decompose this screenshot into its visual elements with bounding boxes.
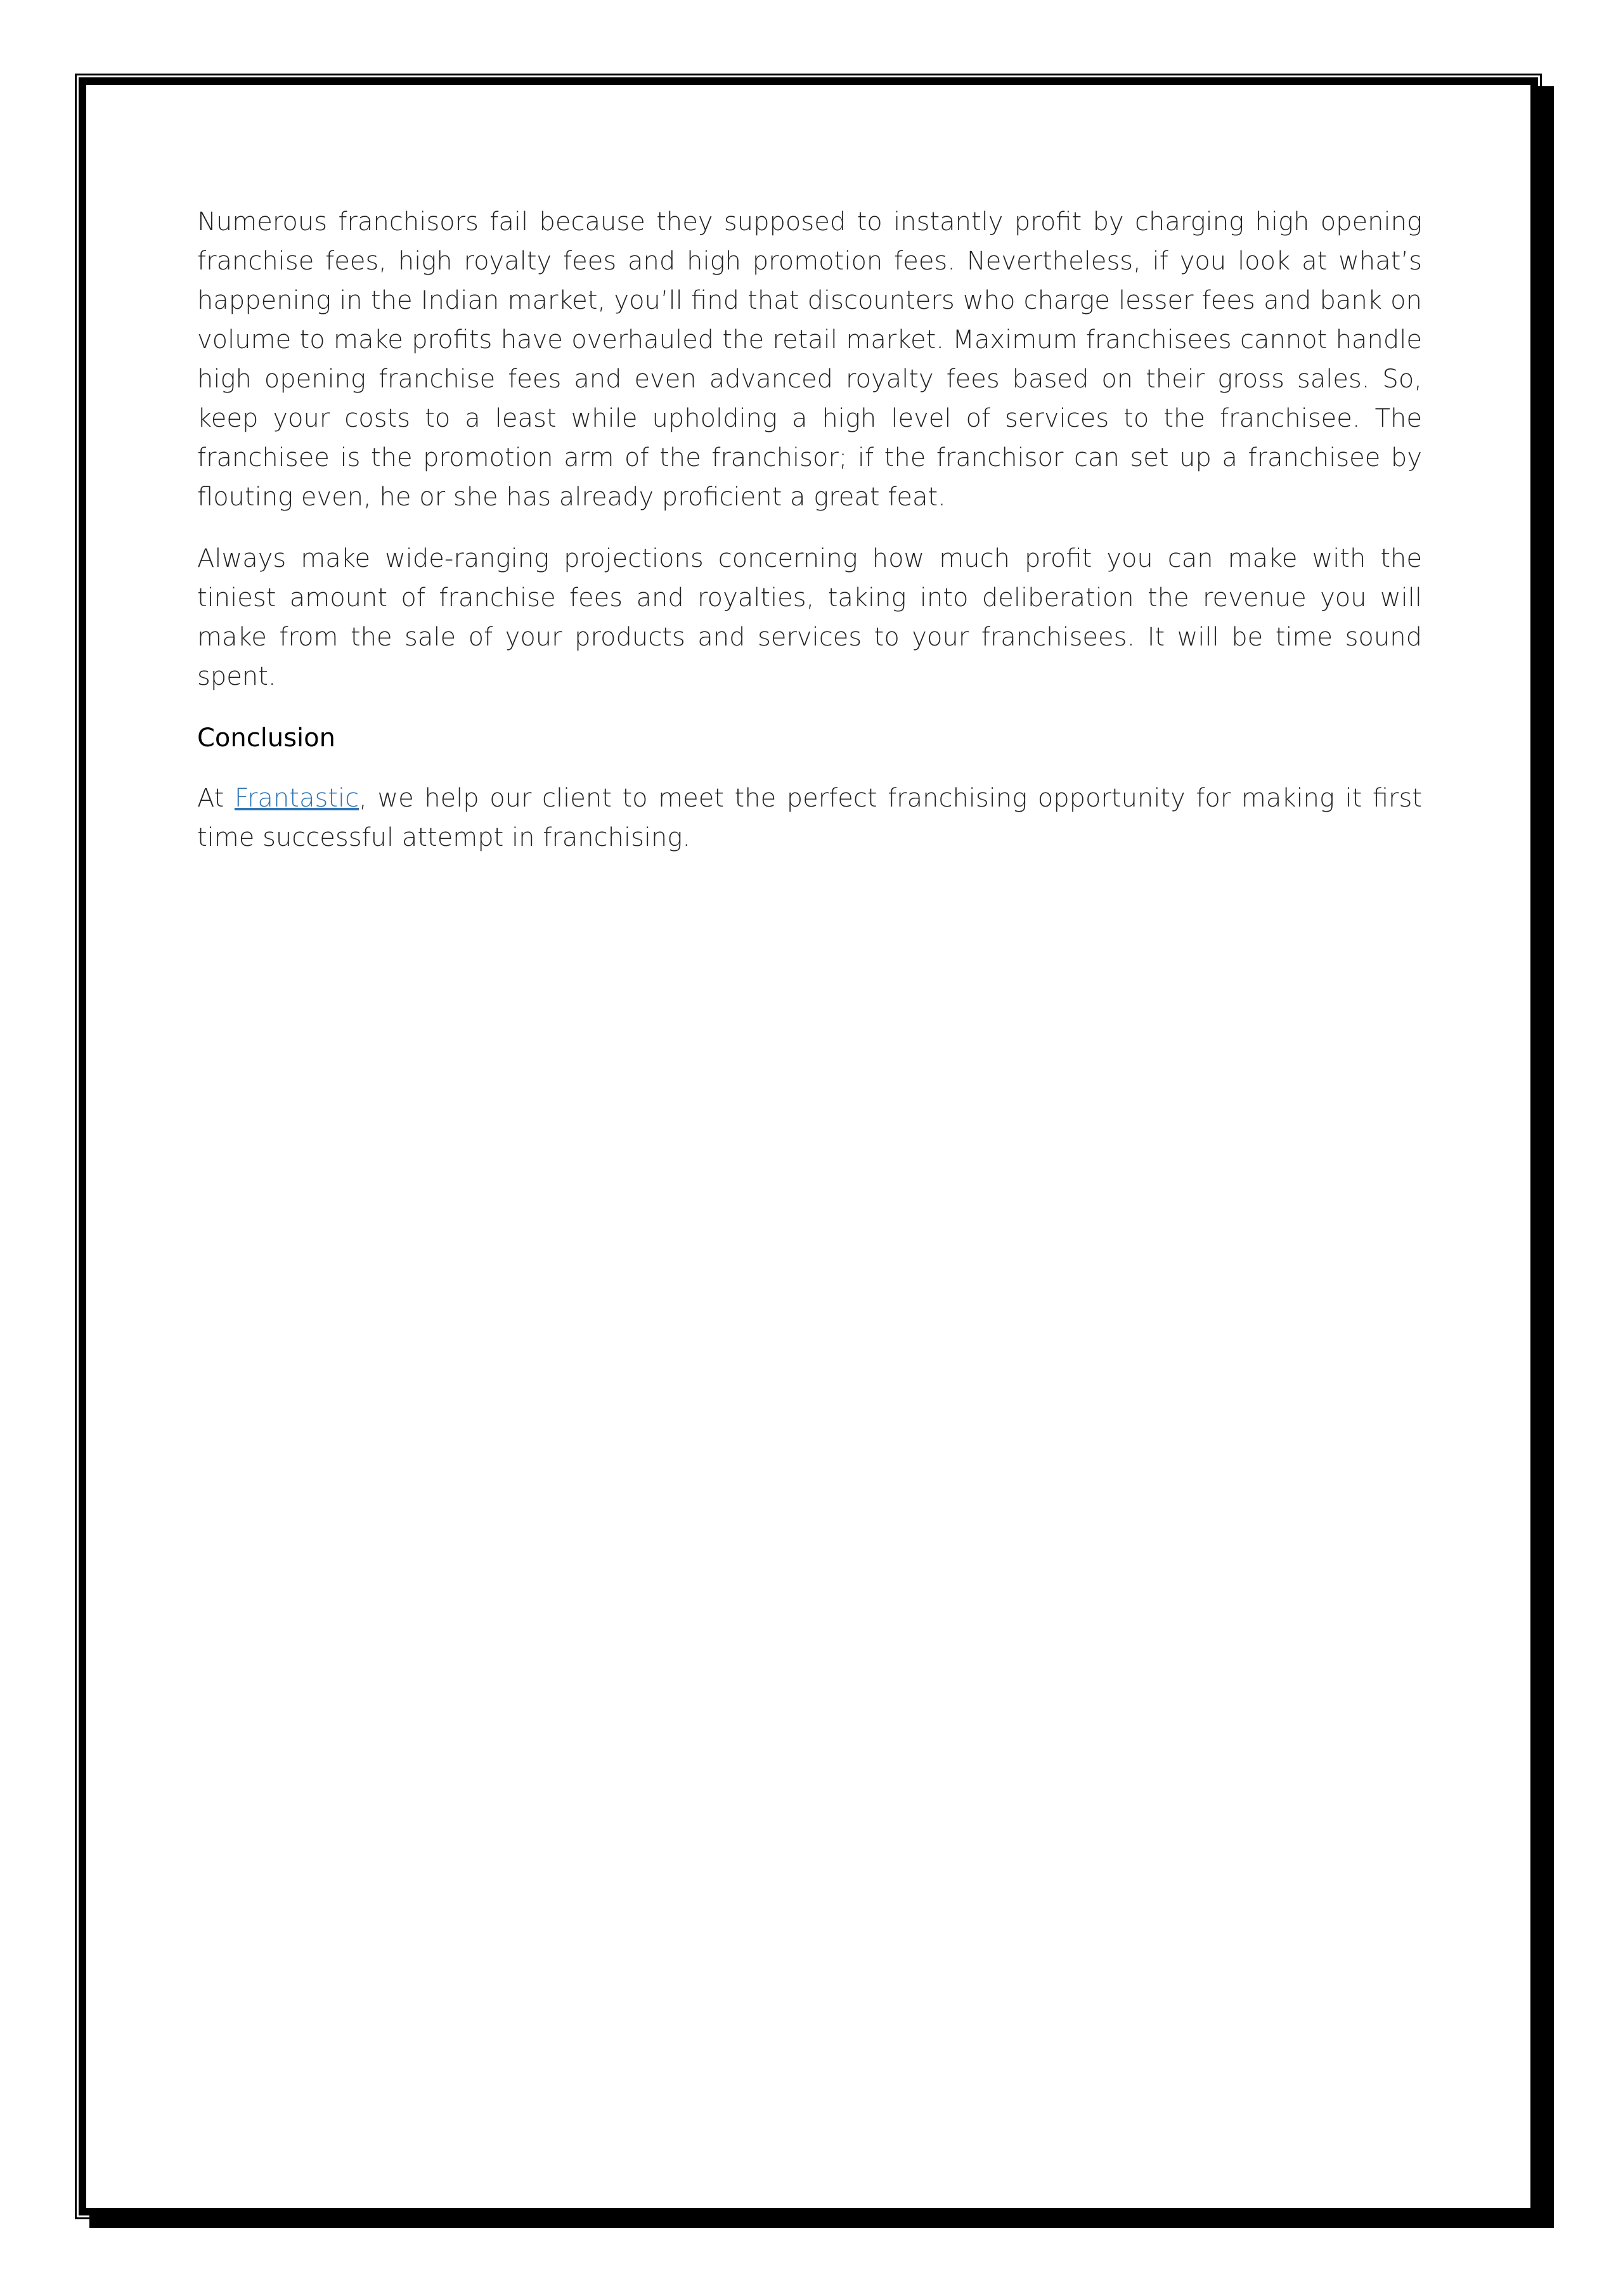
paragraph-conclusion [197, 779, 1422, 857]
frantastic-link[interactable]: Frantastic [234, 784, 359, 813]
conclusion-prefix: At [197, 784, 235, 813]
conclusion-heading: Conclusion [197, 723, 335, 753]
document-body [197, 202, 1422, 879]
conclusion-suffix: , we help our client to meet the perfect franchising opportunity for making it first time successful attempt in franchising. [197, 784, 1422, 852]
paragraph-projections: Always make wide-ranging projections concerning how much profit you can make with the tiniest amount of franchise fees and royalties, taking into deliberation the revenue you will make from the sale of your products and services to your franchisees. It will be time sound spent. [197, 544, 1422, 691]
page-border [79, 77, 1538, 2215]
paragraph-franchise-fees: Numerous franchisors fail because they supposed to instantly profit by charging high opening franchise fees, high royalty fees and high promotion fees. Nevertheless, if you look at what’s happening in the Indian market, you’ll find that discounters who charge lesser fees and bank on volume to make profits have overhauled the retail market. Maximum franchisees cannot handle high opening franchise fees and even advanced royalty fees based on their gross sales. So, keep your costs to a least while upholding a high level of services to the franchisee. The franchisee is the promotion arm of the franchisor; if the franchisor can set up a franchisee by flouting even, he or she has already proficient a great feat. [197, 207, 1422, 512]
